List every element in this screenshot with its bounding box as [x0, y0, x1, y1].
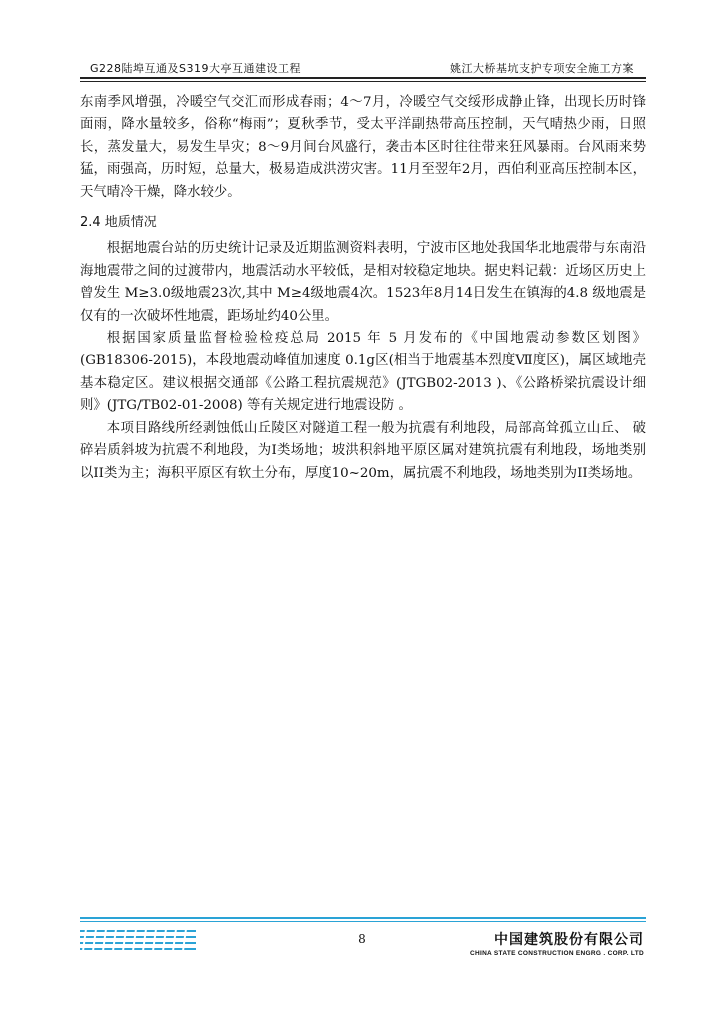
header-document-title: 姚江大桥基坑支护专项安全施工方案 — [450, 62, 634, 75]
footer-rule-thick — [80, 917, 646, 919]
footer-rule-thin — [80, 921, 646, 922]
section-heading: 2.4 地质情况 — [80, 215, 157, 231]
document-body — [80, 92, 646, 485]
company-logo — [470, 929, 644, 957]
header-rule-thin — [80, 81, 646, 82]
company-name-cn: 中国建筑股份有限公司 — [494, 932, 644, 948]
header-rule-thick — [80, 77, 646, 79]
paragraph-site-class: 本项目路线所经剥蚀低山丘陵区对隧道工程一般为抗震有利地段，局部高耸孤立山丘、 破碎岩质斜坡为抗震不利地段，为Ⅰ类场地；坡洪积斜地平原区属对建筑抗震有利地段，场地类别以II类为主；海积平原区有软土分布，厚度10~20m，属抗震不利地段，场地类别为II类场地。 — [80, 420, 646, 481]
paragraph-climate: 东南季风增强，冷暖空气交汇而形成春雨；4～7月，冷暖空气交绥形成静止锋，出现长历时锋面雨，降水量较多，俗称“梅雨”；夏秋季节，受太平洋副热带高压控制，天气晴热少雨，日照长，蒸发量大，易发生旱灾；8～9月间台风盛行，袭击本区时往往带来狂风暴雨。台风雨来势猛，雨强高，历时短，总量大，极易造成洪涝灾害。11月至翌年2月，西伯利亚高压控制本区，天气晴冷干燥，降水较少。 — [80, 95, 646, 200]
company-name-en: CHINA STATE CONSTRUCTION ENGRG . CORP. LTD — [469, 950, 644, 957]
page-header — [80, 56, 646, 76]
paragraph-seismic-zoning: 根据国家质量监督检验检疫总局 2015 年 5 月发布的《中国地震动参数区划图》(GB18306-2015)，本段地震动峰值加速度 0.1g区(相当于地震基本烈度Ⅶ度区)，属区域地壳基本稳定区。建议根据交通部《公路工程抗震规范》(JTGB02-2013 )、《公路桥梁抗震设计细则》(JTG/TB02-01-2008) 等有关规定进行地震设防 。 — [80, 331, 646, 414]
paragraph-seismic-history: 根据地震台站的历史统计记录及近期监测资料表明，宁波市区地处我国华北地震带与东南沿海地震带之间的过渡带内，地震活动水平较低，是相对较稳定地块。据史料记载：近场区历史上曾发生 M≥3.0级地震23次,其中 M≥4级地震4次。1523年8月14日发生在镇海的4.8 级地震是仅有的一次破坏性地震，距场址约40公里。 — [80, 241, 646, 324]
page-number: 8 — [358, 932, 366, 946]
header-project-title: G228陆埠互通及S319大亭互通建设工程 — [90, 62, 301, 75]
